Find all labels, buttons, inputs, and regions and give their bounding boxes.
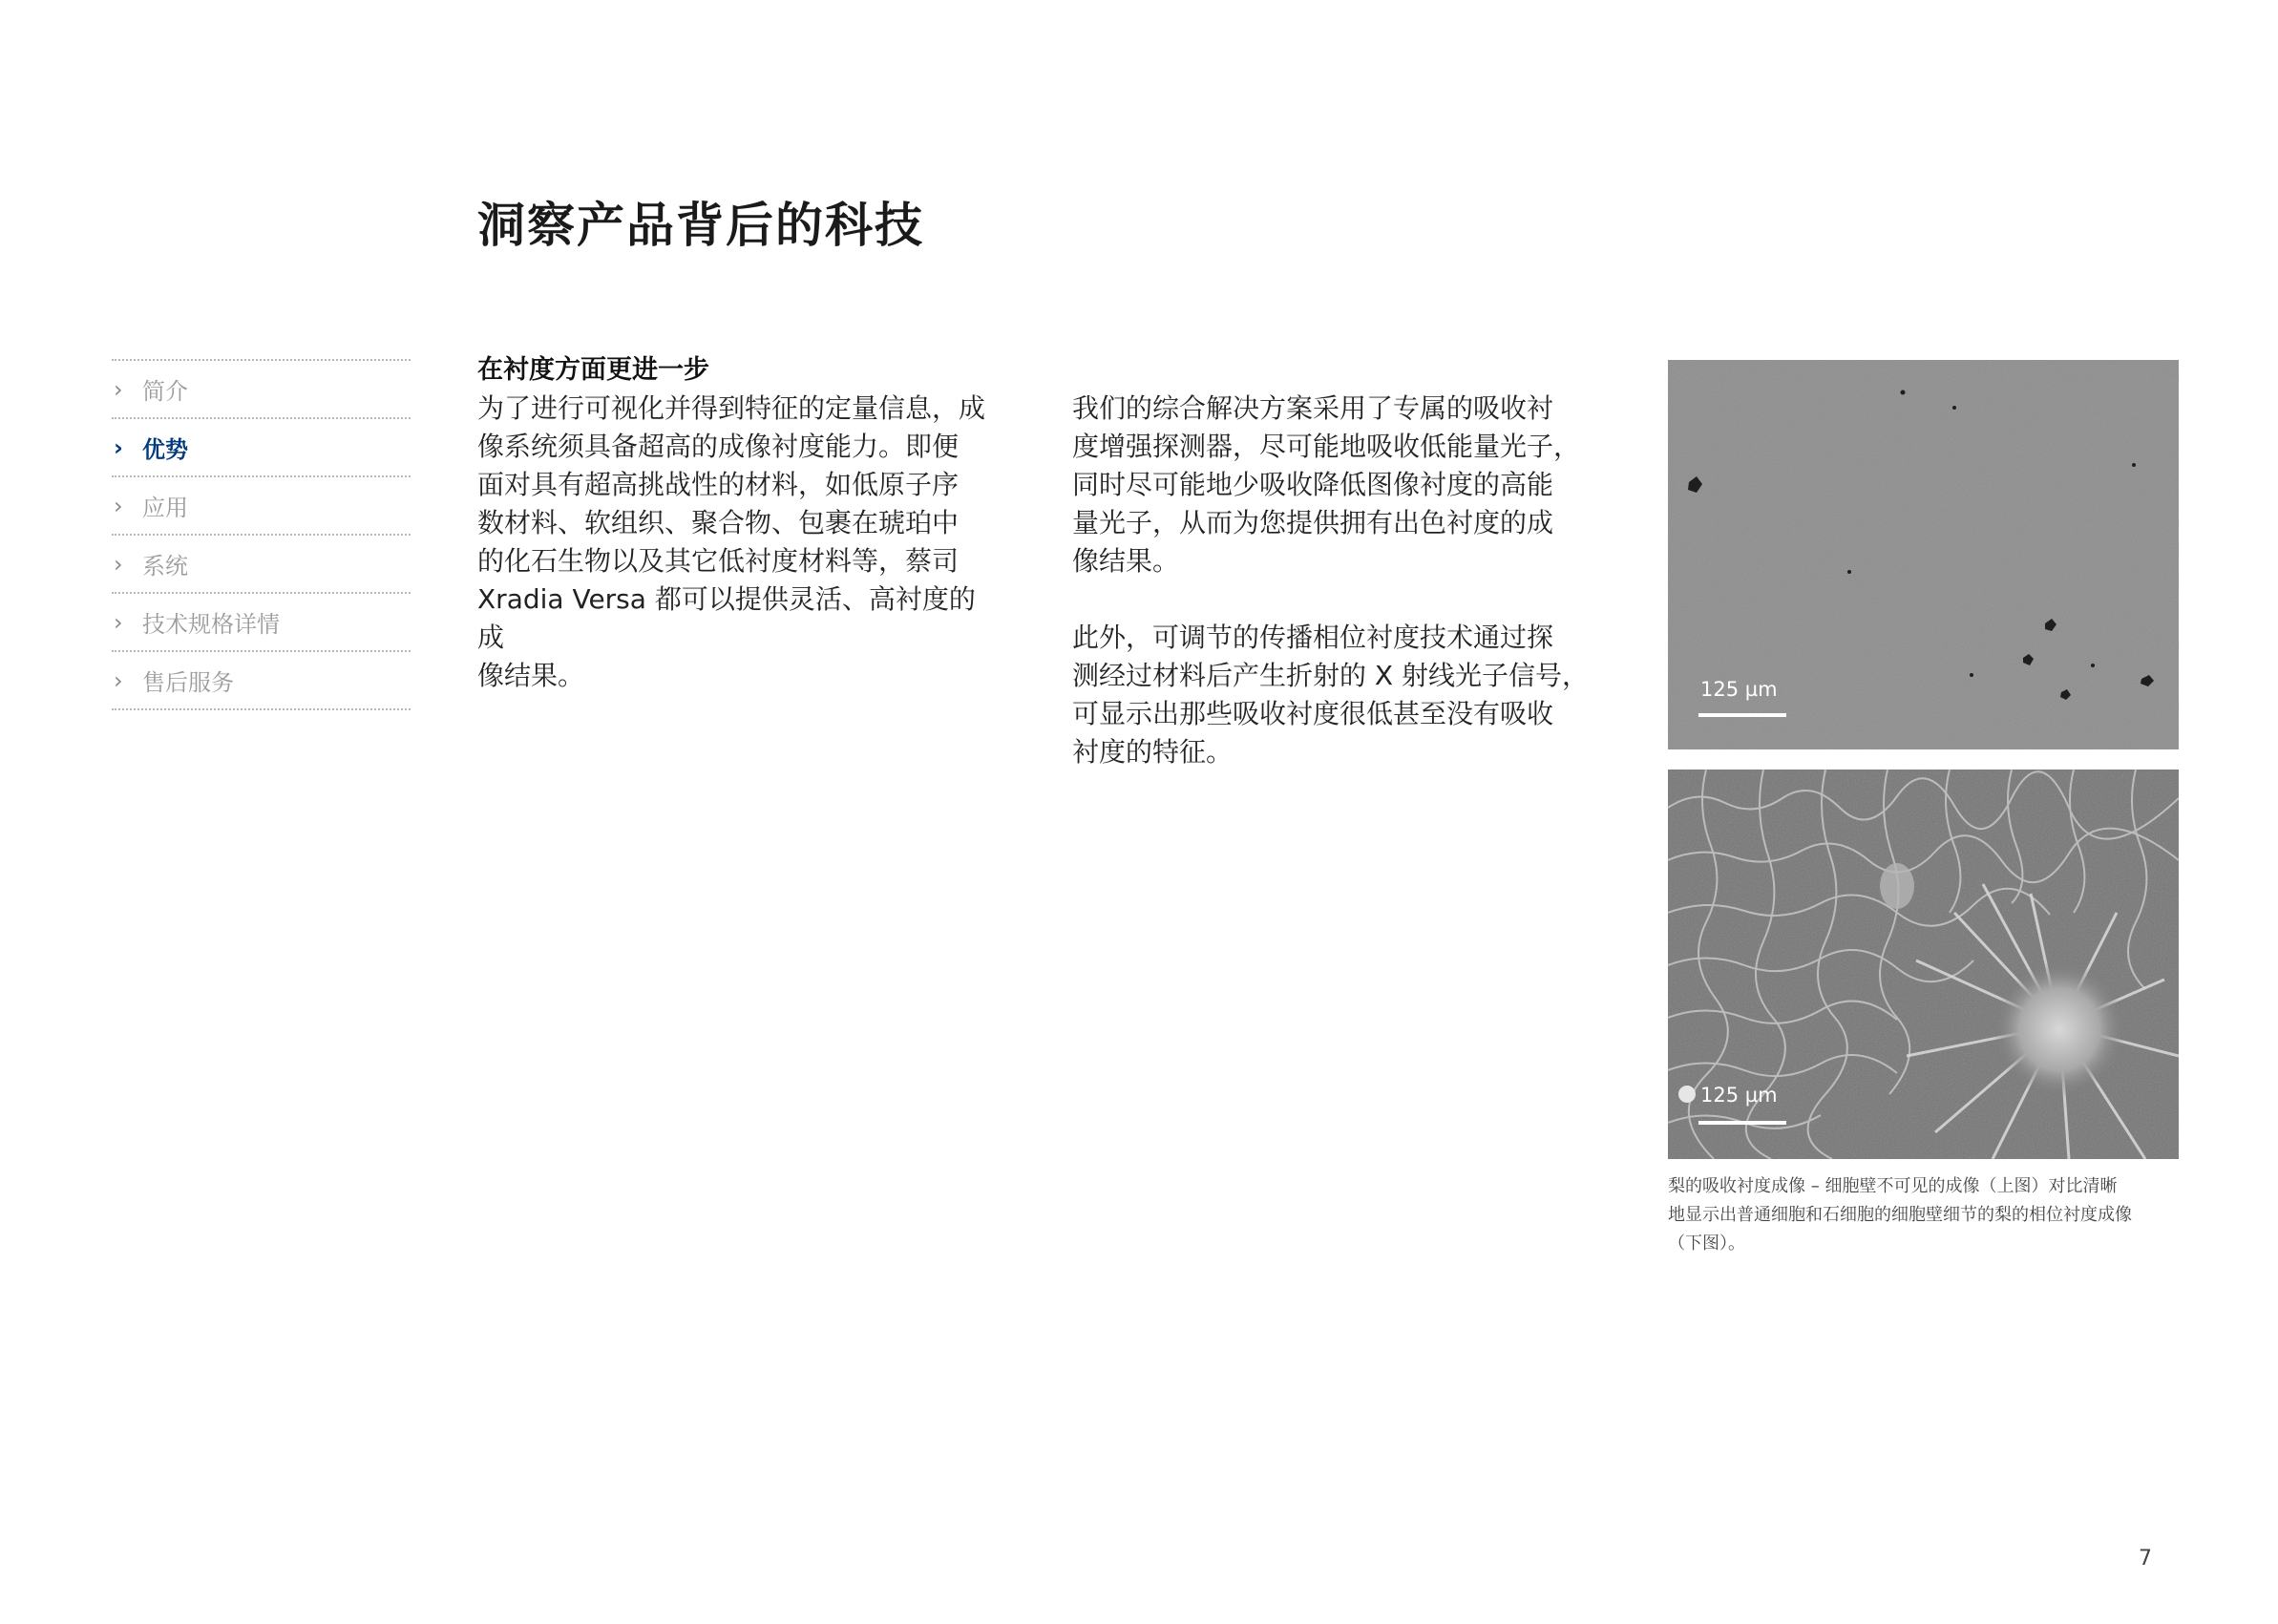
body-line: 测经过材料后产生折射的 X 射线光子信号，	[1072, 660, 1589, 691]
figure-caption	[1668, 1172, 2183, 1258]
body-line: 为了进行可视化并得到特征的定量信息，成	[477, 392, 986, 424]
paragraph-1	[1072, 390, 1597, 580]
nav-item-label: 售后服务	[142, 669, 234, 696]
nav-item-service[interactable]	[112, 652, 411, 708]
chevron-right-icon: ›	[114, 666, 123, 694]
page-title: 洞察产品背后的科技	[477, 198, 924, 253]
body-line: 度增强探测器，尽可能地吸收低能量光子，	[1072, 431, 1581, 462]
body-line: 衬度的特征。	[1072, 736, 1234, 768]
nav-item-label: 技术规格详情	[142, 611, 280, 638]
body-line: 同时尽可能地少吸收降低图像衬度的高能	[1072, 469, 1554, 500]
page-number: 7	[2139, 1547, 2152, 1571]
nav-item-applications[interactable]	[112, 477, 411, 534]
nav-divider	[112, 708, 411, 710]
chevron-right-icon: ›	[114, 375, 123, 403]
caption-line: 地显示出普通细胞和石细胞的细胞壁细节的梨的相位衬度成像	[1668, 1205, 2132, 1225]
scale-bar	[1698, 713, 1786, 717]
nav-item-label: 系统	[142, 553, 188, 580]
body-line: 像结果。	[477, 660, 585, 691]
scale-bar-label: 125 µm	[1700, 678, 1778, 701]
body-line: 数材料、软组织、聚合物、包裹在琥珀中	[477, 507, 960, 538]
caption-line: 梨的吸收衬度成像 – 细胞壁不可见的成像（上图）对比清晰	[1668, 1176, 2118, 1196]
body-line: 的化石生物以及其它低衬度材料等，蔡司	[477, 545, 960, 577]
scale-bar	[1698, 1121, 1786, 1125]
text-column-1	[477, 351, 993, 695]
nav-item-specifications[interactable]	[112, 594, 411, 650]
body-line: 面对具有超高挑战性的材料，如低原子序	[477, 469, 960, 500]
nav-item-label: 优势	[142, 436, 188, 463]
body-line: 此外，可调节的传播相位衬度技术通过探	[1072, 622, 1554, 653]
nav-item-advantages[interactable]	[112, 419, 411, 475]
scale-bar-label: 125 µm	[1700, 1084, 1778, 1107]
caption-line: （下图）。	[1668, 1234, 1745, 1254]
nav-item-label: 应用	[142, 495, 188, 521]
body-line: 像系统须具备超高的成像衬度能力。即便	[477, 431, 960, 462]
nav-item-intro[interactable]	[112, 361, 411, 417]
phase-contrast-image	[1668, 770, 2179, 1159]
nav-item-system[interactable]	[112, 536, 411, 592]
body-line: 像结果。	[1072, 545, 1180, 577]
chevron-right-icon: ›	[114, 550, 123, 578]
body-line: 可显示出那些吸收衬度很低甚至没有吸收	[1072, 698, 1554, 729]
body-line: 量光子，从而为您提供拥有出色衬度的成	[1072, 507, 1554, 538]
nav-item-label: 简介	[142, 378, 188, 405]
chevron-right-icon: ›	[114, 608, 123, 636]
body-line: Xradia Versa 都可以提供灵活、高衬度的成	[477, 583, 976, 653]
paragraph-2	[1072, 619, 1597, 771]
chevron-right-icon: ›	[114, 492, 123, 519]
section-subheading: 在衬度方面更进一步	[477, 355, 709, 385]
absorption-contrast-image	[1668, 360, 2179, 749]
section-nav	[112, 359, 411, 710]
text-column-2	[1072, 390, 1597, 771]
body-line: 我们的综合解决方案采用了专属的吸收衬	[1072, 392, 1554, 424]
chevron-right-icon: ›	[114, 433, 123, 461]
